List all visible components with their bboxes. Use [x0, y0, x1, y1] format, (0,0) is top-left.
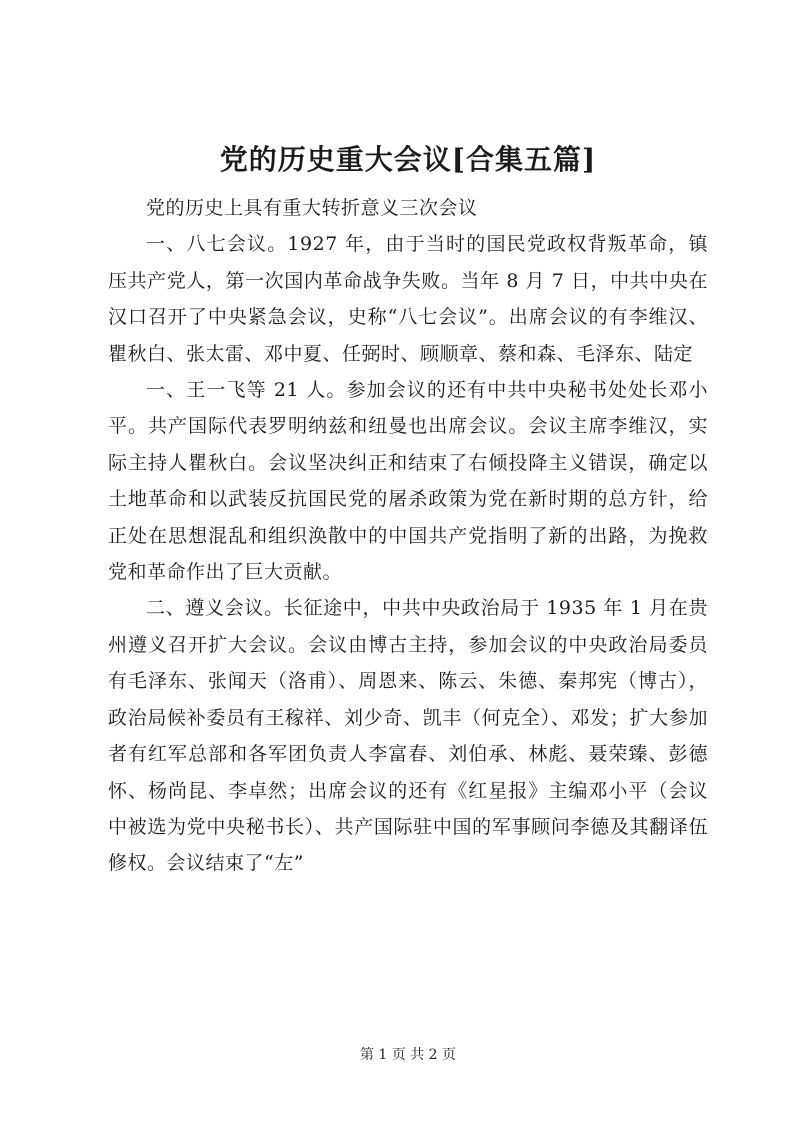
paragraph-august-seventh-meeting: 一、八七会议。1927 年，由于当时的国民党政权背叛革命，镇压共产党人，第一次国内革命战争失败。当年 8 月 7 日，中共中央在汉口召开了中央紧急会议，史称“八七会议”。出席会议的有李维汉、瞿秋白、张太雷、邓中夏、任弼时、顾顺章、蔡和森、毛泽东、陆定 [108, 233, 708, 365]
page-number-footer: 第 1 页 共 2 页 [359, 1047, 457, 1063]
document-title: 党的历史重大会议[合集五篇] [219, 143, 597, 176]
paragraph-zunyi-meeting: 二、遵义会议。长征途中，中共中央政治局于 1935 年 1 月在贵州遵义召开扩大会议。会议由博古主持，参加会议的中央政治局委员有毛泽东、张闻天（洛甫）、周恩来、陈云、朱德、秦邦宪（博古），政治局候补委员有王稼祥、刘少奇、凯丰（何克全）、邓发；扩大参加者有红军总部和各军团负责人李富春、刘伯承、林彪、聂荣臻、彭德怀、杨尚昆、李卓然；出席会议的还有《红星报》主编邓小平（会议中被选为党中央秘书长）、共产国际驻中国的军事顾问李德及其翻译伍修权。会议结束了“左” [108, 597, 708, 875]
document-body [108, 190, 708, 882]
document-page [108, 0, 708, 1131]
paragraph-meeting-participants: 一、王一飞等 21 人。参加会议的还有中共中央秘书处处长邓小平。共产国际代表罗明纳兹和纽曼也出席会议。会议主席李维汉，实际主持人瞿秋白。会议坚决纠正和结束了右倾投降主义错误，确定以土地革命和以武装反抗国民党的屠杀政策为党在新时期的总方针，给正处在思想混乱和组织涣散中的中国共产党指明了新的出路，为挽救党和革命作出了巨大贡献。 [108, 379, 708, 584]
paragraph-subtitle: 党的历史上具有重大转折意义三次会议 [146, 197, 478, 219]
